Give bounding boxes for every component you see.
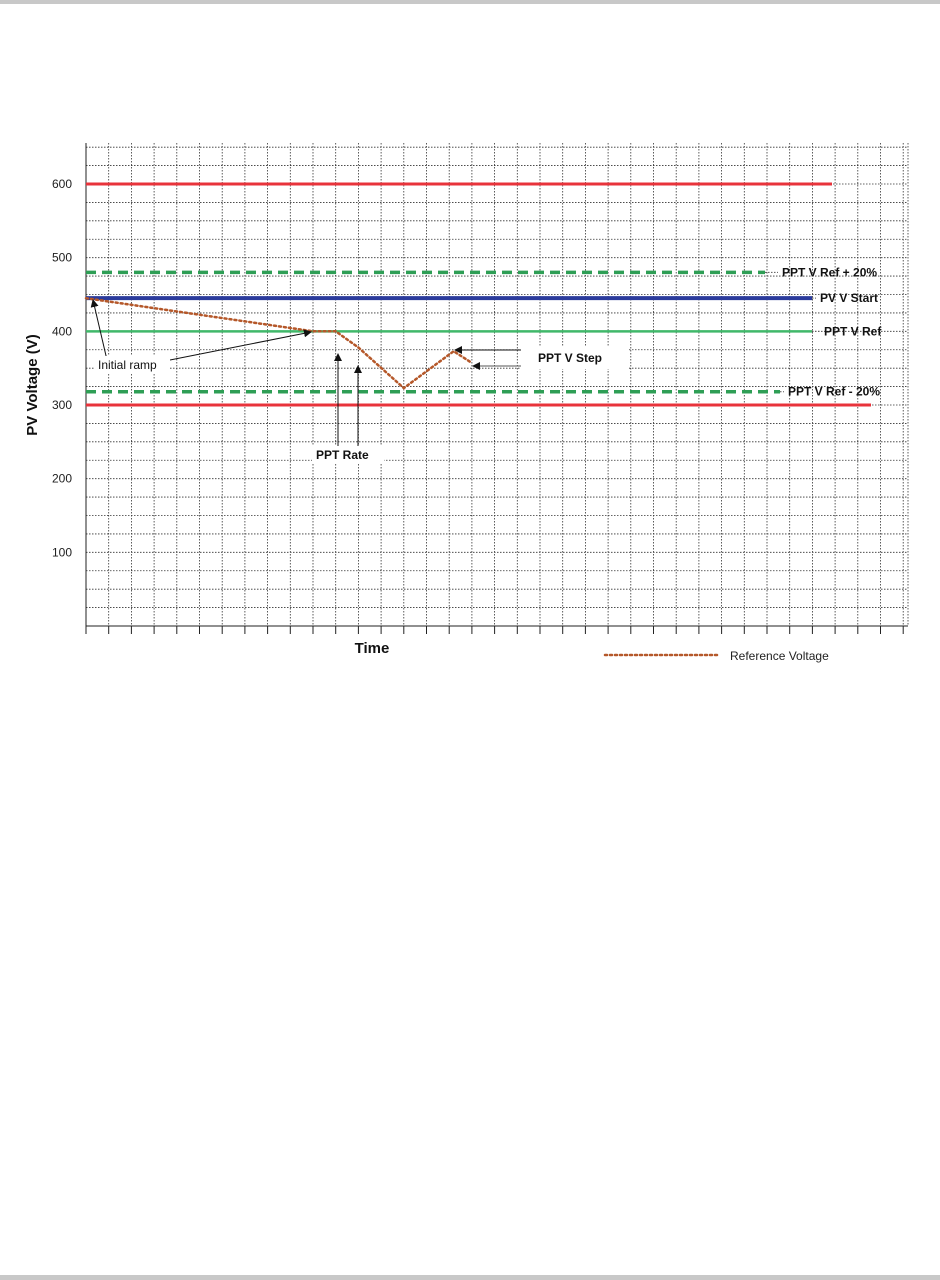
y-axis-title: PV Voltage (V) xyxy=(24,334,41,436)
reference-line-label: PV V Start xyxy=(820,291,879,306)
reference-line-label: PPT V Ref + 20% xyxy=(782,265,878,280)
series-layer xyxy=(86,298,472,388)
ppt-v-step-label: PPT V Step xyxy=(538,351,603,365)
annotations xyxy=(93,300,629,463)
initial-ramp-label: Initial ramp xyxy=(98,358,157,372)
y-tick-label: 500 xyxy=(52,250,73,265)
page-bottom-rule xyxy=(0,1275,940,1280)
initial-ramp-arrow xyxy=(93,300,107,360)
chart-axes xyxy=(24,143,908,657)
chart-grid xyxy=(86,143,908,626)
reference-line-label: PPT V Ref xyxy=(824,324,882,339)
y-tick-label: 100 xyxy=(52,545,73,560)
reference-voltage-series xyxy=(86,298,472,388)
legend xyxy=(605,649,829,663)
y-tick-label: 400 xyxy=(52,324,73,339)
y-tick-label: 200 xyxy=(52,471,73,486)
initial-ramp-arrow xyxy=(170,332,311,360)
reference-lines xyxy=(86,184,882,405)
reference-line-label: PPT V Ref - 20% xyxy=(788,384,881,399)
x-axis-title: Time xyxy=(354,640,390,657)
y-tick-label: 300 xyxy=(52,398,73,412)
ppt-rate-label: PPT Rate xyxy=(316,448,369,462)
y-tick-label: 600 xyxy=(52,177,73,191)
legend-label: Reference Voltage xyxy=(730,649,829,663)
